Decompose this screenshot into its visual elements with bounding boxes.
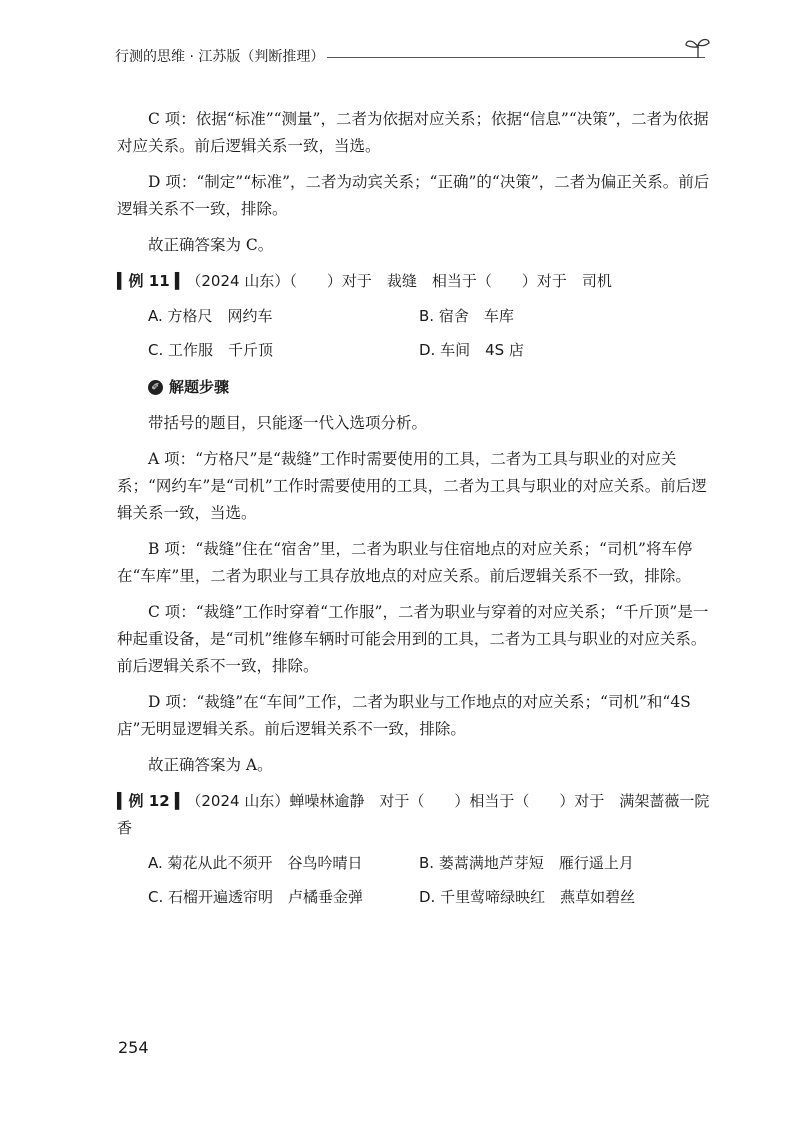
example-12-option-c: C. 石榴开遍透帘明 卢橘垂金弹 [148, 888, 364, 906]
example-12-option-a: A. 菊花从此不须开 谷鸟吟晴日 [148, 854, 363, 872]
example-12-question: （2024 山东）蝉噪林逾静 对于（ ）相当于（ ）对于 满架蔷薇一院香 [117, 792, 710, 837]
example-12-marker: ▍例 12 ▍ [117, 792, 187, 810]
header-title: 行测的思维 · 江苏版（判断推理） [115, 49, 325, 65]
example-11-analysis-c: C 项：“裁缝”工作时穿着“工作服”，二者为职业与穿着的对应关系；“千斤顶”是一种起重设备，是“司机”维修车辆时可能会用到的工具，二者为工具与职业的对应关系。前后逻辑关系不一致，排除。 [117, 603, 709, 675]
prev-option-d: D 项：“制定”“标准”，二者为动宾关系；“正确”的“决策”，二者为偏正关系。前后逻辑关系不一致，排除。 [117, 173, 710, 218]
pen-icon: ✐ [148, 380, 163, 395]
example-11-analysis-d: D 项：“裁缝”在“车间”工作，二者为职业与工作地点的对应关系；“司机”和“4S 店”无明显逻辑关系。前后逻辑关系不一致，排除。 [117, 693, 691, 738]
running-header [115, 40, 715, 70]
example-12-option-d: D. 千里莺啼绿映红 燕草如碧丝 [419, 888, 636, 906]
example-11-option-b: B. 宿舍 车库 [419, 307, 514, 325]
header-rule [327, 57, 705, 58]
page-number: 254 [118, 1038, 149, 1057]
page-body [117, 106, 713, 911]
example-11-analysis-a: A 项：“方格尺”是“裁缝”工作时需要使用的工具，二者为工具与职业的对应关系；“网约车”是“司机”工作时需要使用的工具，二者为工具与职业的对应关系。前后逻辑关系一致，当选。 [117, 450, 707, 522]
example-12-option-b: B. 蒌蒿满地芦芽短 雁行遥上月 [419, 854, 634, 872]
example-11-option-c: C. 工作服 千斤顶 [148, 341, 274, 359]
example-12-stem [117, 788, 713, 842]
example-11-stem [117, 268, 713, 295]
example-11-option-d: D. 车间 4S 店 [419, 341, 524, 359]
example-11-options [117, 303, 713, 364]
example-11-question: （2024 山东）（ ）对于 裁缝 相当于（ ）对于 司机 [186, 272, 612, 290]
prev-answer: 故正确答案为 C。 [148, 236, 274, 254]
example-11-option-a: A. 方格尺 网约车 [148, 307, 273, 325]
example-11-marker: ▍例 11 ▍ [117, 272, 187, 290]
example-11-intro: 带括号的题目，只能逐一代入选项分析。 [148, 414, 428, 432]
solution-steps-heading [117, 374, 713, 401]
prev-option-c: C 项：依据“标准”“测量”，二者为依据对应关系；依据“信息”“决策”，二者为依据对应关系。前后逻辑关系一致，当选。 [117, 110, 709, 155]
example-11-analysis-b: B 项：“裁缝”住在“宿舍”里，二者为职业与住宿地点的对应关系；“司机”将车停在“车库”里，二者为职业与工具存放地点的对应关系。前后逻辑关系不一致，排除。 [117, 540, 693, 585]
solution-steps-label: 解题步骤 [169, 378, 230, 396]
example-11-answer: 故正确答案为 A。 [148, 756, 273, 774]
example-12-options [117, 850, 713, 911]
sprout-icon [683, 36, 713, 60]
